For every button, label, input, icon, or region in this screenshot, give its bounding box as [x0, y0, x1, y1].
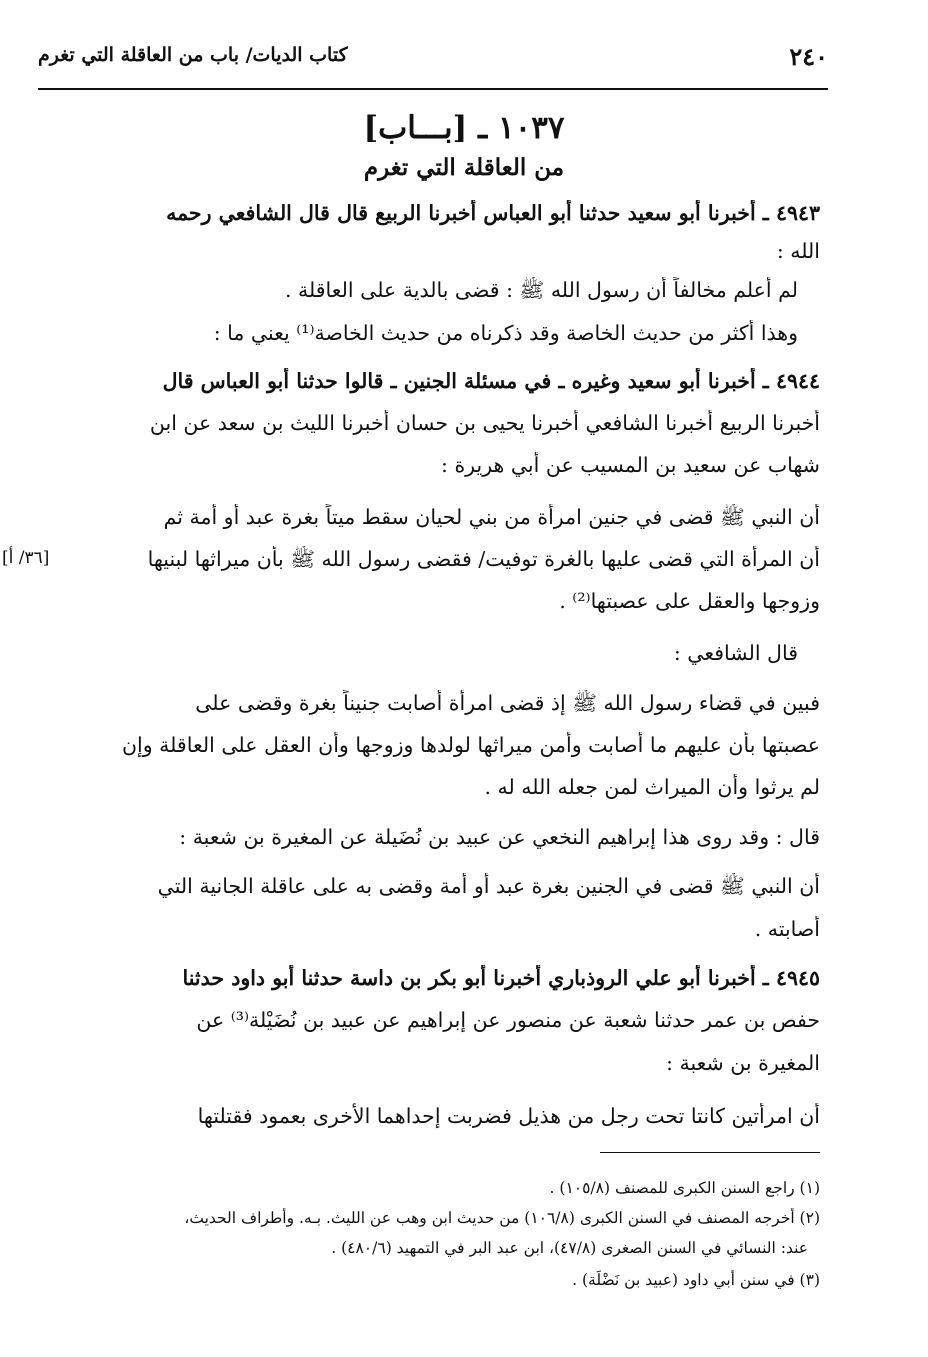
text-line: أخبرنا الربيع أخبرنا الشافعي أخبرنا يحيى بن حسان أخبرنا الليث بن سعد عن ابن [149, 411, 820, 435]
text-line: لم أعلم مخالفاً أن رسول الله ﷺ : قضى بالدية على العاقلة . [284, 278, 798, 302]
text-line: وهذا أكثر من حديث الخاصة وقد ذكرناه من حديث الخاصة⁽¹⁾ يعني ما : [213, 321, 798, 345]
hadith-4943-line-2: الله : [776, 239, 820, 263]
chapter-number-title: ١٠٣٧ ـ [بـــاب] [363, 110, 565, 146]
running-title: كتاب الديات/ باب من العاقلة التي تغرم [38, 44, 348, 66]
text-line: أن امرأتين كانتا تحت رجل من هذيل فضربت إحداهما الأخرى بعمود فقتلتها [197, 1104, 820, 1128]
header-rule [38, 88, 828, 90]
margin-manuscript-reference: [٣٦/ أ] [2, 548, 50, 568]
footnote-rule [600, 1152, 820, 1153]
text-line: شهاب عن سعيد بن المسيب عن أبي هريرة : [441, 453, 820, 477]
footnote-1: (١) راجع السنن الكبرى للمصنف (١٠٥/٨) . [549, 1179, 820, 1197]
text-line: أصابته . [754, 917, 820, 941]
text-line: وزوجها والعقل على عصبتها⁽²⁾ . [559, 589, 820, 613]
page-number: ٢٤٠ [789, 42, 828, 71]
text-line: قال الشافعي : [673, 641, 798, 665]
footnote-2-continued: عند: النسائي في السنن الصغرى (٤٧/٨)، ابن عبد البر في التمهيد (٤٨٠/٦) . [331, 1239, 808, 1257]
hadith-4944-line-1: ٤٩٤٤ ـ أخبرنا أبو سعيد وغيره ـ في مسئلة الجنين ـ قالوا حدثنا أبو العباس قال [162, 369, 820, 393]
hadith-4945-line-1: ٤٩٤٥ ـ أخبرنا أبو علي الروذباري أخبرنا أبو بكر بن داسة حدثنا أبو داود حدثنا [182, 966, 820, 990]
footnote-2: (٢) أخرجه المصنف في السنن الكبرى (١٠٦/٨) من حديث ابن وهب عن الليث. بـه. وأطراف الحديث، [184, 1209, 820, 1227]
text-line: حفص بن عمر حدثنا شعبة عن منصور عن إبراهيم عن عبيد بن نُضَيْلة⁽³⁾ عن [196, 1008, 820, 1032]
text-line: المغيرة بن شعبة : [666, 1051, 820, 1075]
footnote-3: (٣) في سنن أبي داود (عبيد بن نَضْلَة) . [572, 1271, 820, 1289]
text-line: أن النبي ﷺ قضى في الجنين بغرة عبد أو أمة وقضى به على عاقلة الجانية التي [157, 874, 820, 898]
running-header [38, 40, 828, 80]
text-line: عصبتها بأن عليهم ما أصابت وأمن ميراثها لولدها وزوجها وأن العقل على العاقلة وإن [121, 733, 820, 757]
text-line: أن المرأة التي قضى عليها بالغرة توفيت/ فقضى رسول الله ﷺ بأن ميراثها لبنيها [147, 547, 820, 571]
text-line: فبين في قضاء رسول الله ﷺ إذ قضى امرأة أصابت جنيناً بغرة وقضى على [195, 691, 820, 715]
chapter-subtitle: من العاقلة التي تغرم [363, 154, 565, 181]
hadith-4943-line-1: ٤٩٤٣ ـ أخبرنا أبو سعيد حدثنا أبو العباس أخبرنا الربيع قال قال الشافعي رحمه [166, 201, 820, 225]
text-line: قال : وقد روى هذا إبراهيم النخعي عن عبيد بن نُضَيلة عن المغيرة بن شعبة : [179, 825, 820, 849]
text-line: أن النبي ﷺ قضى في جنين امرأة من بني لحيان سقط ميتاً بغرة عبد أو أمة ثم [163, 505, 820, 529]
text-line: لم يرثوا وأن الميراث لمن جعله الله له . [484, 775, 820, 799]
